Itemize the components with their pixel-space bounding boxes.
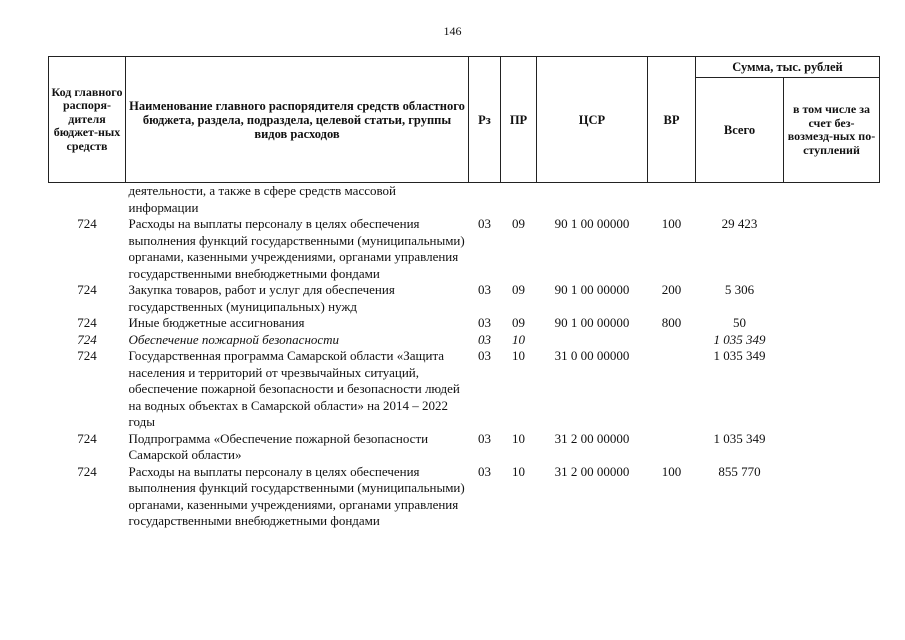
cell-gratuitous <box>784 216 880 282</box>
cell-code: 724 <box>77 315 97 330</box>
cell-code: 724 <box>77 348 97 363</box>
cell-rz: 03 <box>478 331 491 347</box>
cell-rz: 03 <box>478 315 491 330</box>
cell-gratuitous <box>784 332 880 349</box>
header-name: Наименование главного распорядителя средств областного бюджета, раздела, подраздела, целевой статьи, группы видов расходов <box>126 57 469 183</box>
cell-total: 5 306 <box>724 282 755 297</box>
cell-gratuitous <box>784 464 880 530</box>
cell-code: 724 <box>77 430 97 446</box>
header-rz: Рз <box>469 57 501 183</box>
cell-gratuitous <box>784 431 880 464</box>
header-sum-group: Сумма, тыс. рублей <box>696 57 880 78</box>
cell-total: 50 <box>733 315 746 330</box>
table-row <box>49 315 880 332</box>
cell-csr <box>537 183 648 217</box>
header-vr: ВР <box>648 57 696 183</box>
table-row <box>49 431 880 464</box>
cell-csr: 31 0 00 00000 <box>554 348 630 363</box>
header-pr: ПР <box>501 57 537 183</box>
budget-table <box>48 56 880 530</box>
cell-name: Государственная программа Самарской области «Защита населения и территорий от чрезвычайных ситуаций, обеспечение пожарной безопасности и безопасности людей на водных объектах в Самарской области» на 2014 – 2022 годы <box>128 348 460 429</box>
table-row <box>49 282 880 315</box>
cell-total <box>696 183 784 217</box>
cell-code: 724 <box>77 463 97 479</box>
cell-vr <box>648 183 696 217</box>
cell-pr: 10 <box>512 430 525 446</box>
header-gratuitous: в том числе за счет без-возмезд-ных по-ступлений <box>784 78 880 183</box>
cell-total: 1 035 349 <box>713 430 766 446</box>
cell-vr <box>648 348 696 431</box>
cell-name: Закупка товаров, работ и услуг для обеспечения государственных (муниципальных) нужд <box>128 282 395 314</box>
table-row <box>49 183 880 217</box>
cell-pr: 09 <box>512 315 525 330</box>
cell-vr: 100 <box>661 463 682 479</box>
table-body <box>49 183 880 530</box>
cell-gratuitous <box>784 183 880 217</box>
cell-rz: 03 <box>478 216 491 231</box>
cell-gratuitous <box>784 315 880 332</box>
cell-code <box>49 183 126 217</box>
cell-gratuitous <box>784 348 880 431</box>
page-number: 146 <box>443 24 462 38</box>
cell-csr: 90 1 00 00000 <box>554 216 630 231</box>
cell-vr <box>648 332 696 349</box>
cell-csr: 31 2 00 00000 <box>554 430 630 446</box>
cell-gratuitous <box>784 282 880 315</box>
cell-code: 724 <box>77 216 97 231</box>
cell-name: Подпрограмма «Обеспечение пожарной безопасности Самарской области» <box>128 430 429 462</box>
cell-name: Расходы на выплаты персоналу в целях обеспечения выполнения функций государственными (муниципальными) органами, казенными учреждениями, органами управления государственными внебюджетными фондами <box>128 216 465 281</box>
table-row <box>49 348 880 431</box>
cell-rz: 03 <box>478 348 491 363</box>
cell-pr <box>501 183 537 217</box>
cell-vr <box>648 431 696 464</box>
cell-csr <box>537 332 648 349</box>
cell-rz <box>469 183 501 217</box>
cell-vr: 100 <box>661 216 682 231</box>
cell-total: 855 770 <box>718 463 761 479</box>
cell-name: деятельности, а также в сфере средств массовой информации <box>128 183 397 215</box>
cell-rz: 03 <box>478 430 491 446</box>
cell-code: 724 <box>77 282 97 297</box>
cell-name: Обеспечение пожарной безопасности <box>128 331 340 347</box>
cell-total: 1 035 349 <box>713 331 766 347</box>
table-row <box>49 216 880 282</box>
cell-name: Расходы на выплаты персоналу в целях обеспечения выполнения функций государственными (муниципальными) органами, казенными учреждениями, органами управления государственными внебюджетными фондами <box>128 463 465 528</box>
cell-total: 1 035 349 <box>713 348 766 363</box>
table-row <box>49 464 880 530</box>
cell-code: 724 <box>77 331 97 347</box>
cell-rz: 03 <box>478 463 491 479</box>
cell-vr: 800 <box>661 315 682 330</box>
header-csr: ЦСР <box>537 57 648 183</box>
header-code: Код главного распоря-дителя бюджет-ных средств <box>49 57 126 183</box>
cell-pr: 10 <box>512 463 525 479</box>
table-row <box>49 332 880 349</box>
cell-pr: 09 <box>512 282 525 297</box>
cell-csr: 90 1 00 00000 <box>554 315 630 330</box>
cell-rz: 03 <box>478 282 491 297</box>
cell-csr: 31 2 00 00000 <box>554 463 630 479</box>
cell-pr: 09 <box>512 216 525 231</box>
cell-pr: 10 <box>512 348 525 363</box>
cell-total: 29 423 <box>721 216 758 231</box>
cell-pr: 10 <box>512 331 525 347</box>
cell-name: Иные бюджетные ассигнования <box>128 315 305 330</box>
cell-vr: 200 <box>661 282 682 297</box>
header-total: Всего <box>696 78 784 183</box>
cell-csr: 90 1 00 00000 <box>554 282 630 297</box>
